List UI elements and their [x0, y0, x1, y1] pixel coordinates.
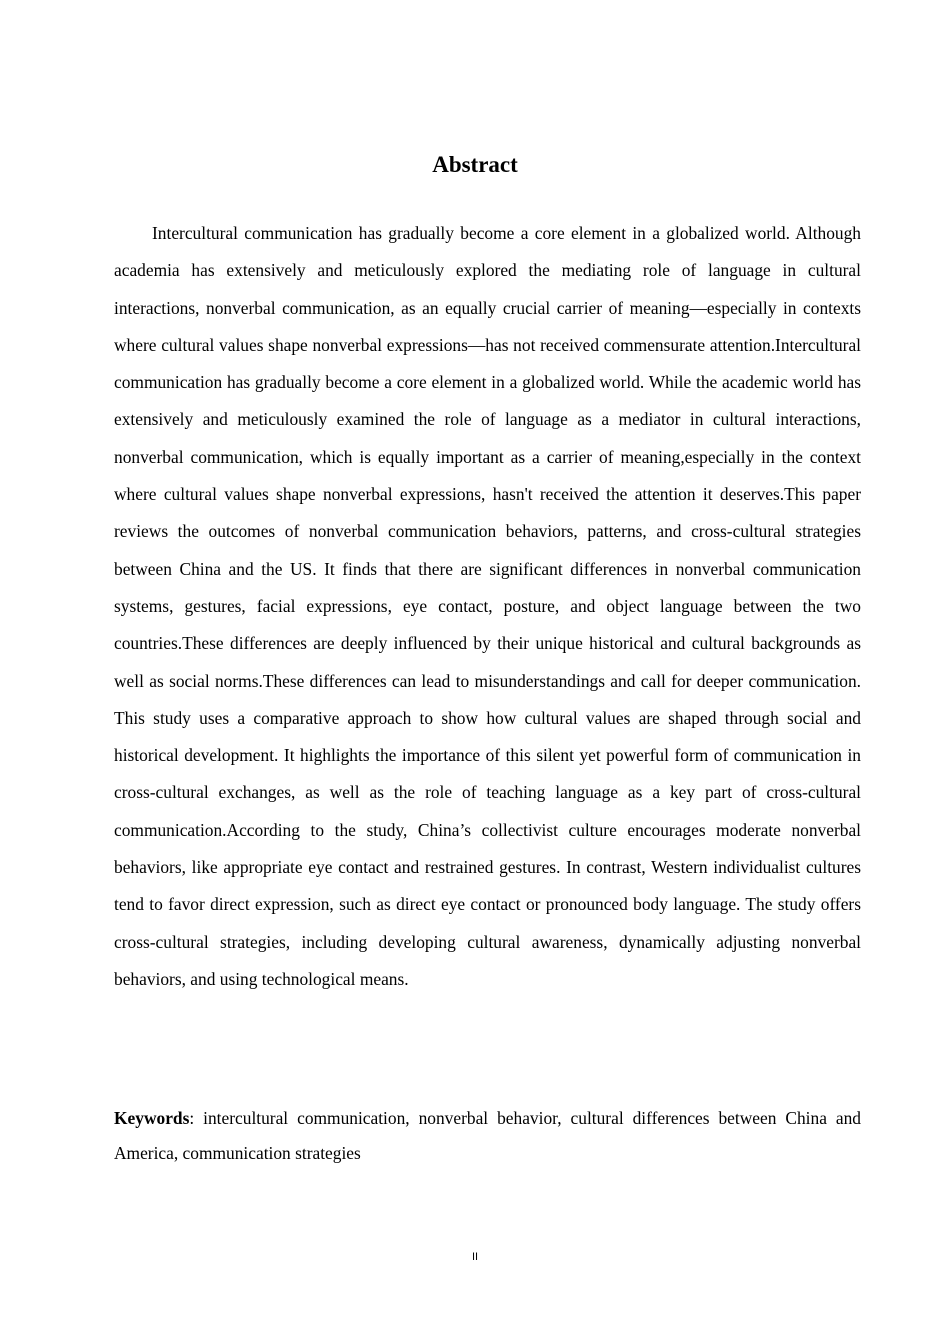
keywords-label: Keywords [114, 1108, 190, 1128]
page-title: Abstract [432, 152, 518, 177]
page-number: II [471, 1251, 479, 1263]
abstract-paragraph: Intercultural communication has gradually become a core element in a globalized world. Although academia has extensively and meticulously explored the mediating role of language in cultural interactions, nonverbal communication, as an equally crucial carrier of meaning—especially in contexts where cultural values shape nonverbal expressions—has not received commensurate attention.Intercultural communication has gradually become a core element in a globalized world. While the academic world has extensively and meticulously examined the role of language as a mediator in cultural interactions, nonverbal communication, which is equally important as a carrier of meaning,especially in the context where cultural values shape nonverbal expressions, hasn't received the attention it deserves.This paper reviews the outcomes of nonverbal communication behaviors, patterns, and cross-cultural strategies between China and the US. It finds that there are significant differences in nonverbal communication systems, gestures, facial expressions, eye contact, posture, and object language between the two countries.These differences are deeply influenced by their unique historical and cultural backgrounds as well as social norms.These differences can lead to misunderstandings and call for deeper communication. This study uses a comparative approach to show how cultural values are shaped through social and historical development. It highlights the importance of this silent yet powerful form of communication in cross-cultural exchanges, as well as the role of teaching language as a key part of cross-cultural communication.According to the study, China’s collectivist culture encourages moderate nonverbal behaviors, like appropriate eye contact and restrained gestures. In contrast, Western individualist cultures tend to favor direct expression, such as direct eye contact or pronounced body language. The study offers cross-cultural strategies, including developing cultural awareness, dynamically adjusting nonverbal behaviors, and using technological means. [114, 223, 861, 989]
keywords-line [114, 1101, 861, 1171]
keywords-text: intercultural communication, nonverbal behavior, cultural differences between China and America, communication strategies [114, 1108, 861, 1163]
keywords-separator: : [189, 1108, 204, 1128]
